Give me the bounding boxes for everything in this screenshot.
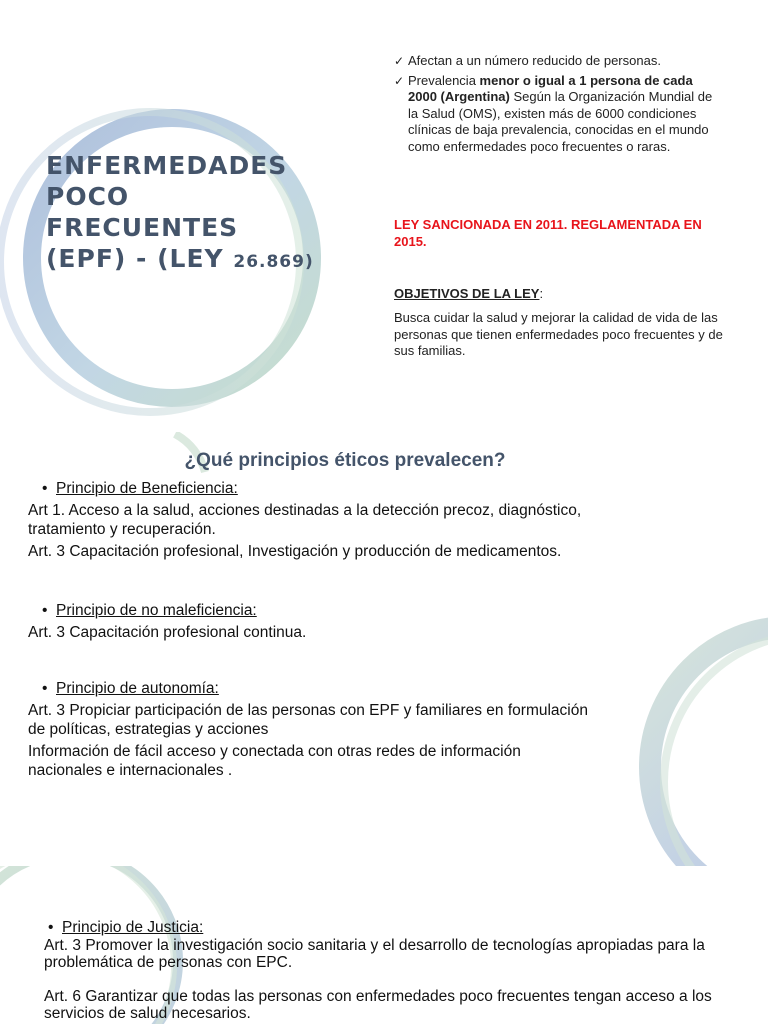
law-notice: LEY SANCIONADA EN 2011. REGLAMENTADA EN 2015. <box>394 217 702 249</box>
prevalence-bullets <box>394 53 724 155</box>
bullet-icon: • <box>42 680 48 697</box>
prevalence-highlight: menor o igual a 1 persona de cada 2000 (Argentina) <box>408 72 693 104</box>
principle-justice <box>44 918 744 1022</box>
slide-epf-intro <box>0 0 768 432</box>
objectives-text: Busca cuidar la salud y mejorar la calidad de vida de las personas que tienen enfermedades poco frecuentes y de sus familias. <box>394 310 723 358</box>
article-text: Art. 3 Propiciar participación de las personas con EPF y familiares en formulación de políticas, estrategias y acciones <box>28 702 588 738</box>
check-icon: ✓ <box>394 73 405 88</box>
title-line-1: ENFERMEDADES <box>46 151 288 180</box>
bullet-icon: • <box>48 919 54 936</box>
principle-label <box>44 918 744 937</box>
principle-label <box>28 601 648 620</box>
bullet-icon: • <box>42 480 48 497</box>
slide-title <box>46 150 314 278</box>
title-epf-law: (EPF) - (LEY <box>46 244 234 273</box>
principle-label-text: Principio de Beneficiencia: <box>56 480 238 497</box>
prevalence-detail: Según la Organización Mundial de la Salud (OMS), existen más de 6000 condiciones clínicas de baja prevalencia, conocidas en el mundo como enfermedades poco frecuentes o raras. <box>408 89 713 154</box>
principle-label <box>28 679 648 698</box>
bullet-text <box>408 73 724 156</box>
article-text: Art. 6 Garantizar que todas las personas con enfermedades poco frecuentes tengan acceso a los servicios de salud necesarios. <box>44 988 712 1022</box>
title-line-3: FRECUENTES <box>46 213 239 242</box>
title-law-number: 26.869) <box>233 252 314 272</box>
objectives-heading <box>394 286 724 303</box>
objectives-heading-colon: : <box>539 286 544 301</box>
bullet-icon: • <box>42 602 48 619</box>
prevalence-lead: Prevalencia <box>408 72 480 88</box>
principle-beneficence <box>28 479 648 561</box>
article-text: Art 1. Acceso a la salud, acciones destinadas a la detección precoz, diagnóstico, tratamiento y recuperación. <box>28 502 582 538</box>
article-text: Art. 3 Promover la investigación socio sanitaria y el desarrollo de tecnologías apropiadas para la problemática de personas con EPC. <box>44 937 705 971</box>
principle-non-maleficence <box>28 601 648 642</box>
ring-right <box>650 627 768 866</box>
bullet-text: Afectan a un número reducido de personas. <box>408 53 661 68</box>
principle-label-text: Principio de autonomía: <box>56 680 219 697</box>
title-line-2: POCO <box>46 182 130 211</box>
bullet-item <box>394 73 724 156</box>
principle-label <box>28 479 648 498</box>
slide-justice-principle <box>0 866 768 1024</box>
objectives-heading-text: OBJETIVOS DE LA LEY <box>394 286 540 301</box>
slide-ethical-principles <box>0 432 768 866</box>
section-heading: ¿Qué principios éticos prevalecen? <box>184 450 506 471</box>
bullet-item <box>394 53 724 70</box>
principle-label-text: Principio de Justicia: <box>62 919 204 936</box>
ring-right-thin <box>664 634 768 866</box>
article-text: Información de fácil acceso y conectada con otras redes de información nacionales e internacionales . <box>28 743 521 779</box>
principle-label-text: Principio de no maleficiencia: <box>56 602 257 619</box>
check-icon: ✓ <box>394 54 405 68</box>
article-text: Art. 3 Capacitación profesional continua. <box>28 624 307 641</box>
title-line-4 <box>46 243 314 278</box>
principle-autonomy <box>28 679 648 780</box>
article-text: Art. 3 Capacitación profesional, Investigación y producción de medicamentos. <box>28 543 562 560</box>
